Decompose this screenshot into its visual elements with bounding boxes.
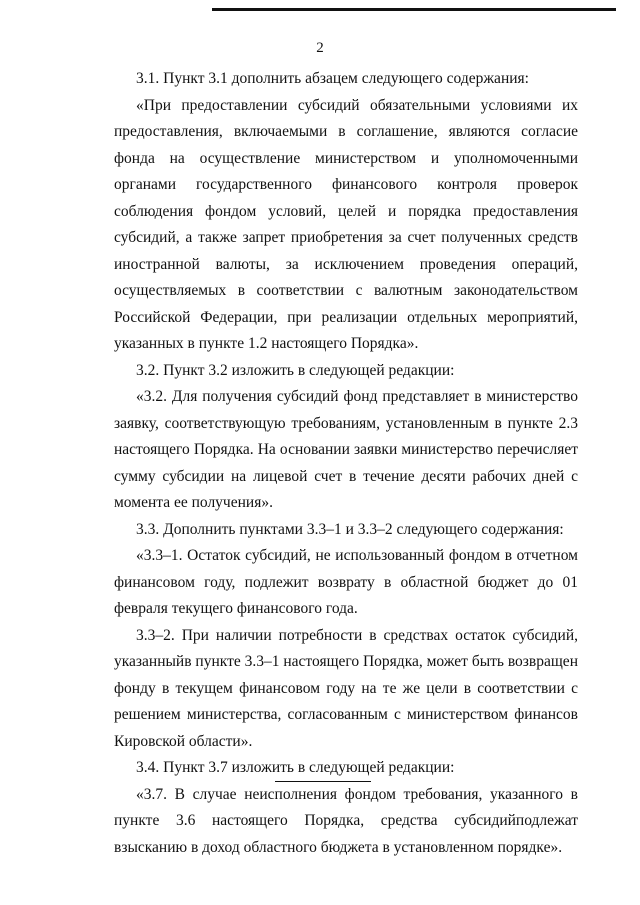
paragraph-3-4-heading: 3.4. Пункт 3.7 изложить в следующей редакции:: [136, 759, 455, 776]
paragraph-3-3-2-text: 3.3–2. При наличии потребности в средствах остаток субсидий, указанныйв пункте 3.3–1 настоящего Порядка, может быть возвращен фонду в текущем финансовом году на те же цели в соответствии с решением министерства, согласованным с министерством финансов Кировской области».: [114, 626, 578, 750]
paragraph-3-2-text: «3.2. Для получения субсидий фонд представляет в министерство заявку, соответствующую требованиям, установленным в пункте 2.3 настоящего Порядка. На основании заявки министерство перечисляет сумму субсидии на лицевой счет в течение десяти рабочих дней с момента ее получения».: [114, 388, 578, 511]
document-body: [114, 66, 578, 861]
top-rule: [212, 8, 616, 11]
paragraph-3-1-text: «При предоставлении субсидий обязательными условиями их предоставления, включаемыми в соглашение, являются согласие фонда на осуществление министерством и уполномоченными органами государственного финансового контроля проверок соблюдения фондом условий, целей и порядка предоставления субсидий, а также запрет приобретения за счет полученных средств иностранной валюты, за исключением проведения операций, осуществляемых в соответствии с валютным законодательством Российской Федерации, при реализации отдельных мероприятий, указанных в пункте 1.2 настоящего Порядка».: [114, 96, 578, 352]
page-number: 2: [316, 40, 324, 56]
end-rule: [275, 781, 371, 782]
paragraph-3-3-1-text: «3.3–1. Остаток субсидий, не использованный фондом в отчетном финансовом году, подлежит возврату в областной бюджет до 01 февраля текущего финансового года.: [114, 547, 578, 617]
paragraph-3-2-heading: 3.2. Пункт 3.2 изложить в следующей редакции:: [136, 361, 455, 379]
paragraph-3-1-heading: 3.1. Пункт 3.1 дополнить абзацем следующего содержания:: [136, 70, 529, 87]
paragraph-3-3-heading: 3.3. Дополнить пунктами 3.3–1 и 3.3–2 следующего содержания:: [136, 520, 564, 538]
paragraph-3-7-text: «3.7. В случае неисполнения фондом требования, указанного в пункте 3.6 настоящего Порядка, средства субсидийподлежат взысканию в доход областного бюджета в установленном порядке».: [114, 785, 578, 856]
